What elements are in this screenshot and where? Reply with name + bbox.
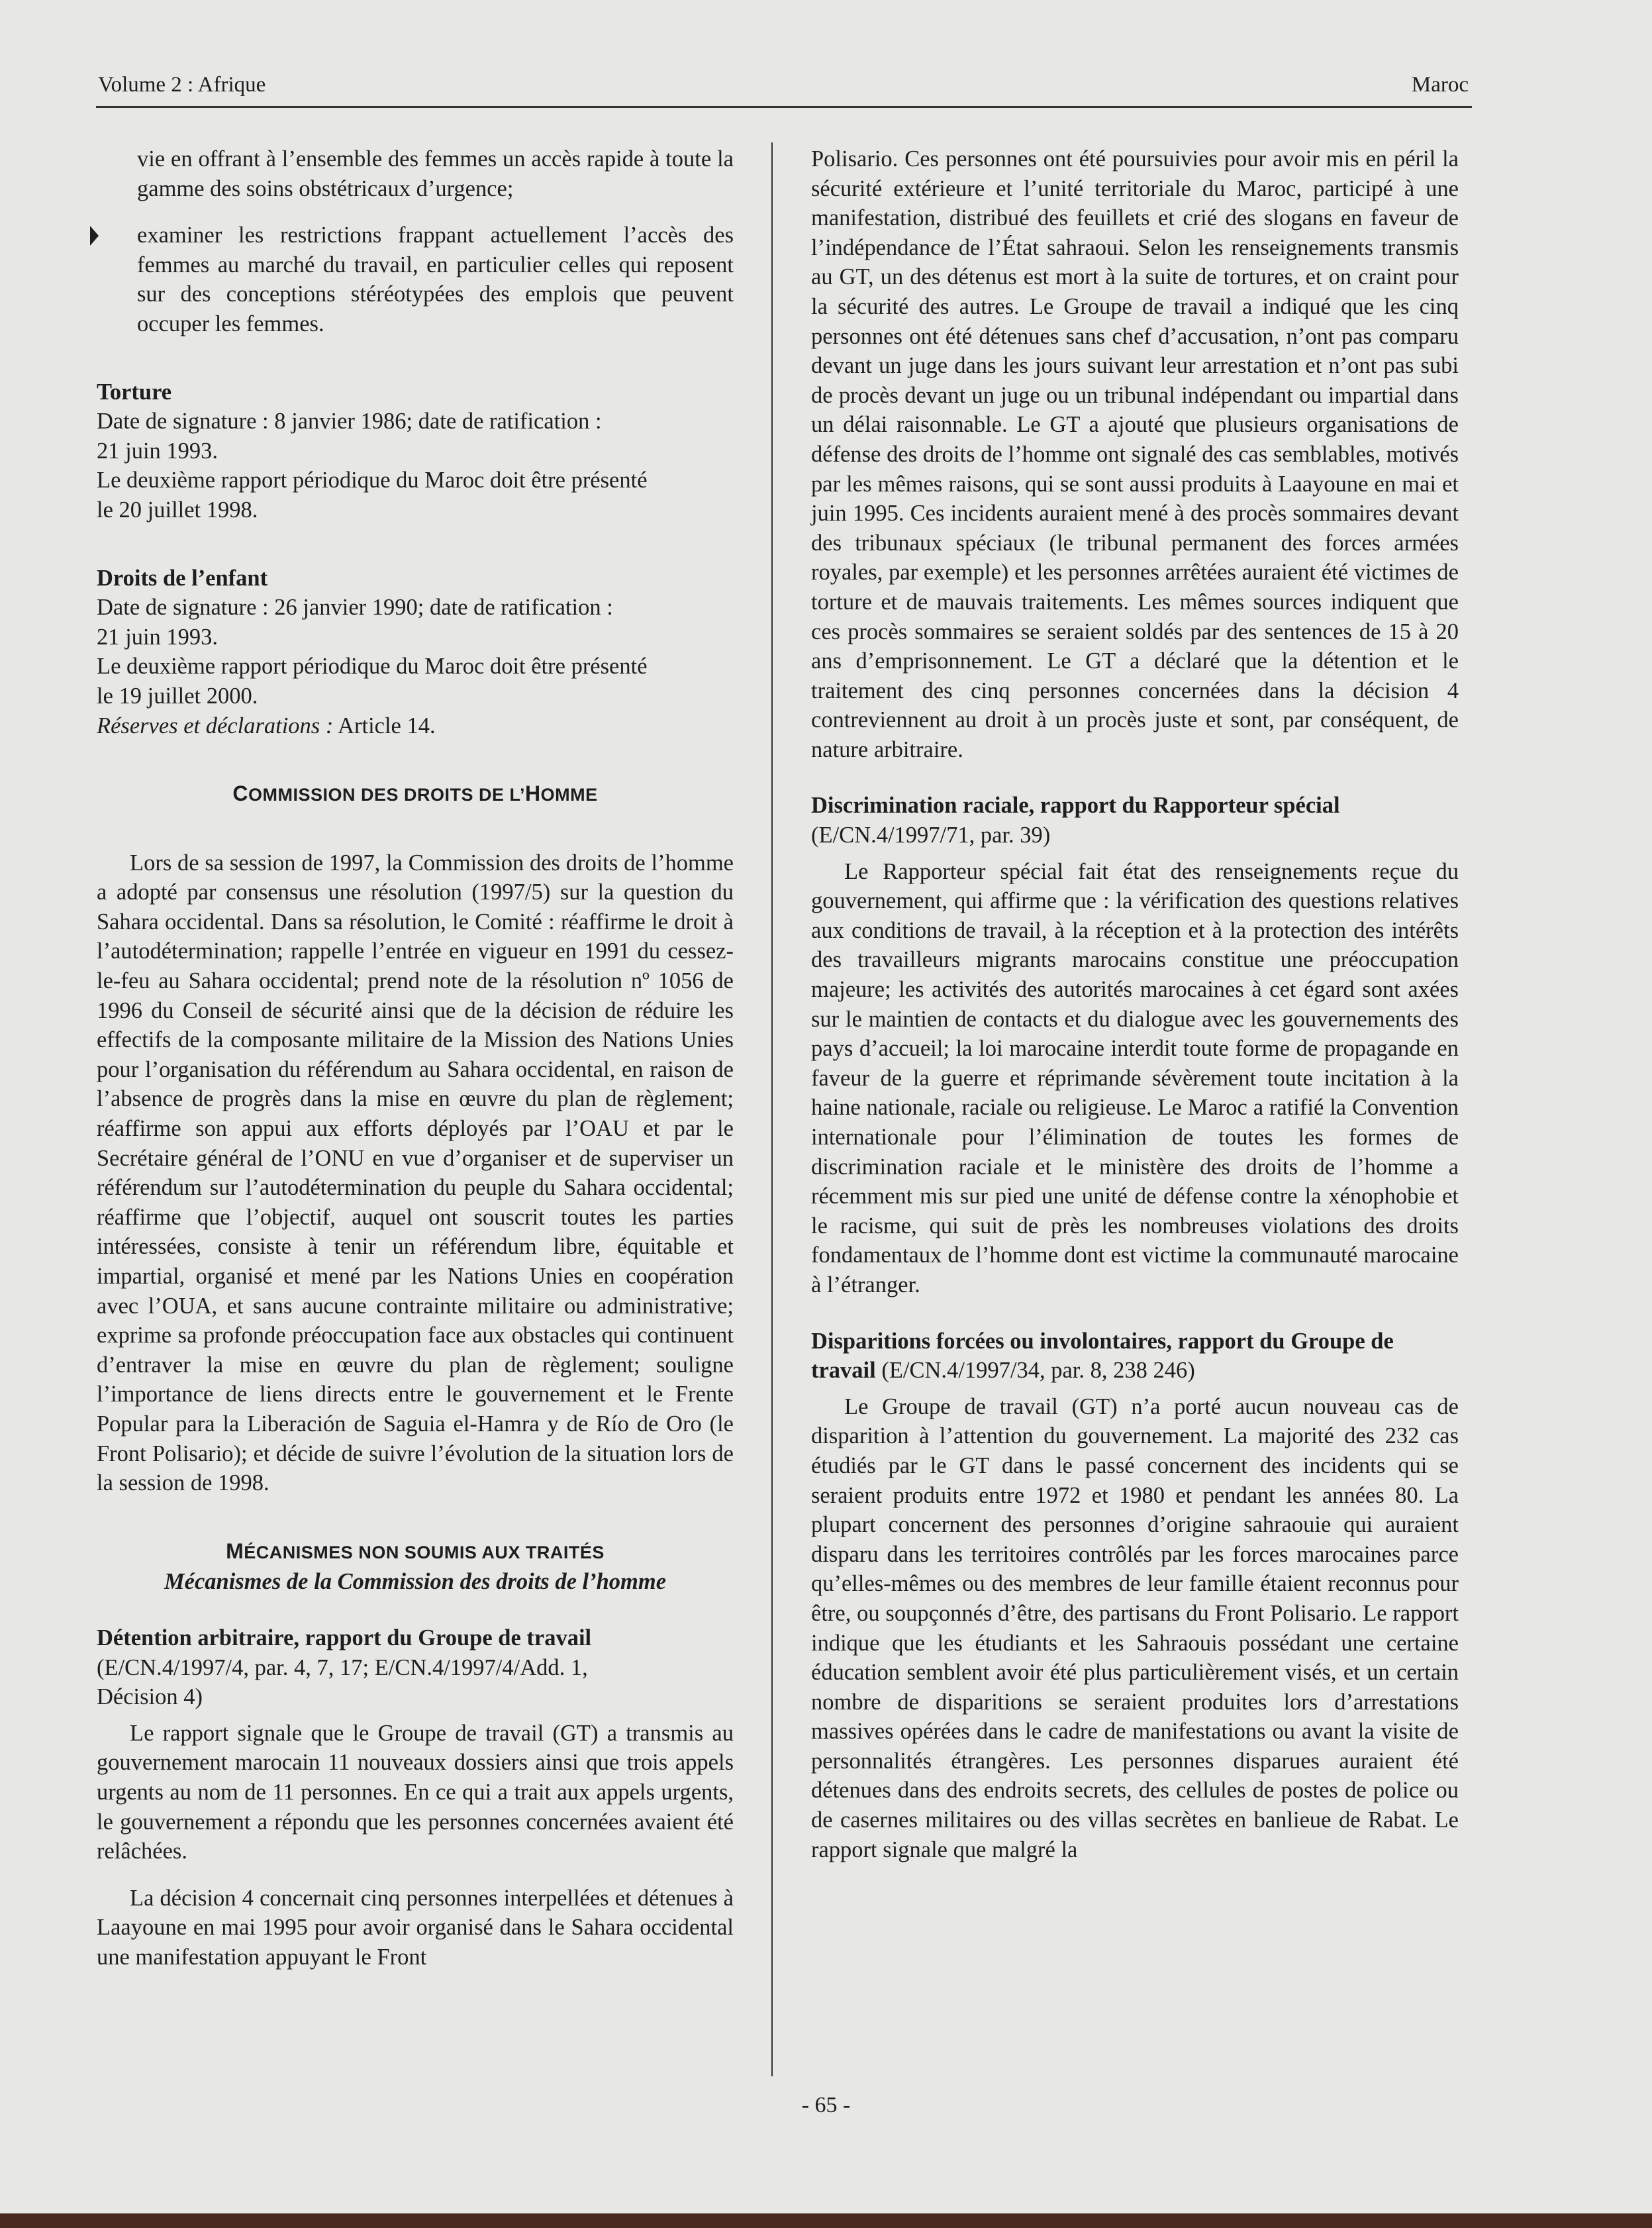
mecanismes-subheading: Mécanismes de la Commission des droits de l’homme [164,1569,667,1595]
discrim-heading: Discrimination raciale, rapport du Rapporteur spécial [811,793,1340,819]
bullet-text: examiner les restrictions frappant actuellement l’accès des femmes au marché du travail, en particulier celles qui reposent sur des conceptions stéréotypées des emplois que peuvent occuper les femmes. [137,223,734,336]
enfant-line: Le deuxième rapport périodique du Maroc doit être présenté [97,654,648,680]
mecanismes-section-heading: MÉCANISMES NON SOUMIS AUX TRAITÉS [226,1539,605,1563]
dispar-paragraph: Le Groupe de travail (GT) n’a porté aucun nouveau cas de disparition à l’attention du gouvernement. La majorité des 232 cas étudiés par le GT dans le passé concernent des incidents qui se seraient produits entre 1972 et 1980 et pendant les années 80. La plupart concernent des personnes d’origine sahraouie qui auraient disparu dans les territoires contrôlés par les forces marocaines parce qu’elles-mêmes ou des membres de leur famille étaient reconnus pour être, ou soupçonnés d’être, des partisans du Front Polisario. Le rapport indique que les étudiants et les Sahraouis possédant une certaine éducation semblent avoir été plus particulièrement visés, et un certain nombre de disparitions se seraient produites lors d’arrestations massives opérées dans le cadre de manifestations ou avant la visite de personnalités étrangères. Les personnes disparues auraient été détenues dans des endroits secrets, des cellules de postes de police ou de casernes militaires ou des villas secrètes en banlieue de Rabat. Le rapport signale que malgré la [811,1393,1459,1862]
enfant-line: 21 juin 1993. [97,624,219,650]
detention-continuation: Polisario. Ces personnes ont été poursuivies pour avoir mis en péril la sécurité extérieure et l’unité territoriale du Maroc, participé à une manifestation, distribué des feuillets et crié des slogans en faveur de l’indépendance de l’État sahraoui. Selon les renseignements transmis au GT, un des détenus est mort à la suite de tortures, et on craint pour la sécurité des autres. Le Groupe de travail a indiqué que les cinq personnes ont été détenues sans chef d’accusation, n’ont pas comparu devant un juge dans les jours suivant leur arrestation et n’ont pas subi de procès devant un juge ou un tribunal indépendant ou impartial dans un délai raisonnable. Le GT a ajouté que plusieurs organisations de défense des droits de l’homme ont signalé des cas semblables, motivés par les mêmes raisons, qui se sont aussi produits à Laayoune en mai et juin 1995. Ces incidents auraient mené à des procès sommaires devant des tribunaux spéciaux (le tribunal permanent des forces armées royales, par exemple) et les personnes arrêtées auraient été victimes de torture et de mauvais traitements. Les mêmes sources indiquent que ces procès sommaires se seraient soldés par des sentences de 15 à 20 ans d’emprisonnement. Le GT a déclaré que la détention et le traitement des cinq personnes concernées dans la décision 4 contreviennent au droit à un procès juste et sont, par conséquent, de nature arbitraire. [811,146,1459,762]
discrim-paragraph: Le Rapporteur spécial fait état des renseignements reçue du gouvernement, qui affirme que : la vérification des questions relatives aux conditions de travail, à la réception et à la protection des intérêts des travailleurs migrants marocains constitue une préoccupation majeure; les activités des autorités marocaines à cet égard sont axées sur le maintien de contacts et du dialogue avec les gouvernements des pays d’accueil; la loi marocaine interdit toute forme de propagande en faveur de la guerre et réprimande sévèrement toute incitation à la haine nationale, raciale ou religieuse. Le Maroc a ratifié la Convention internationale pour l’élimination de toutes les formes de discrimination raciale et le ministère des droits de l’homme a récemment mis sur pied une unité de défense contre la xénophobie et le racisme, qui suit de près les nombreuses violations des droits fondamentaux de l’homme dont est victime la communauté marocaine à l’étranger. [811,858,1459,1297]
dispar-heading: Disparitions forcées ou involontaires, rapport du Groupe de travail (E/CN.4/1997/34, par. 8, 238 246) [811,1328,1394,1384]
torture-line: le 20 juillet 1998. [97,497,258,523]
enfant-line: Date de signature : 26 janvier 1990; date de ratification : [97,595,613,621]
discrim-ref: (E/CN.4/1997/71, par. 39) [811,823,1051,848]
detention-ref: (E/CN.4/1997/4, par. 4, 7, 17; E/CN.4/1997/4/Add. 1, [97,1654,588,1680]
bullet-item [97,221,734,338]
running-header [98,73,1469,102]
reserves-line [97,711,734,741]
commission-section-heading: COMMISSION DES DROITS DE L’HOMME [232,782,598,806]
torture-heading: Torture [97,379,172,405]
torture-line: 21 juin 1993. [97,438,219,464]
page-number: - 65 - [801,2093,851,2117]
commission-paragraph: Lors de sa session de 1997, la Commission des droits de l’homme a adopté par consensus une résolution (1997/5) sur la question du Sahara occidental. Dans sa résolution, le Comité : réaffirme le droit à l’autodétermination; rappelle l’entrée en vigueur en 1991 du cessez-le-feu au Sahara occidental; prend note de la résolution nº 1056 de 1996 du Conseil de sécurité ainsi que de la décision de réduire les effectifs de la composante militaire de la Mission des Nations Unies pour l’organisation du référendum au Sahara occidental, en raison de l’absence de progrès dans la mise en œuvre du plan de règlement; réaffirme son appui aux efforts déployés par l’OAU et par le Secrétaire général de l’ONU en vue d’organiser et de superviser un référendum sur l’autodétermination du peuple du Sahara occidental; réaffirme que l’objectif, auquel ont souscrit toutes les parties intéressées, consiste à tenir un référendum libre, équitable et impartial, organisé et mené par les Nations Unies en coopération avec l’OUA, et sans aucune contrainte militaire ou administrative; exprime sa profonde préoccupation face aux obstacles qui continuent d’entraver la mise en œuvre du plan de règlement; souligne l’importance de liens directs entre le gouvernement et le Frente Popular para la Liberación de Saguia el-Hamra y de Río de Oro (le Front Polisario); et décide de suivre l’évolution de la situation lors de la session de 1998. [97,850,734,1496]
enfant-line: le 19 juillet 2000. [97,683,258,709]
volume-label: Volume 2 : Afrique [98,73,266,97]
torture-line: Date de signature : 8 janvier 1986; date de ratification : [97,409,602,434]
column-divider [771,142,773,2076]
reserves-label: Réserves et déclarations : [97,713,334,738]
detention-paragraph: Le rapport signale que le Groupe de travail (GT) a transmis au gouvernement marocain 11 nouveaux dossiers ainsi que trois appels urgents au nom de 11 personnes. En ce qui a trait aux appels urgents, le gouvernement a répondu que les personnes concernées avaient été relâchées. [97,1720,734,1864]
reserves-value: Article 14. [333,713,436,738]
bullet-arrow-icon [90,226,99,246]
enfant-heading: Droits de l’enfant [97,565,268,591]
country-label: Maroc [1411,73,1469,97]
torture-line: Le deuxième rapport périodique du Maroc doit être présenté [97,468,648,493]
detention-paragraph: La décision 4 concernait cinq personnes interpellées et détenues à Laayoune en mai 1995 pour avoir organisé dans le Sahara occidental une manifestation appuyant le Front [97,1885,734,1970]
right-column [811,144,1459,1864]
detention-ref: Décision 4) [97,1684,203,1710]
bullet-continuation: vie en offrant à l’ensemble des femmes un accès rapide à toute la gamme des soins obstétricaux d’urgence; [137,146,734,201]
scan-edge [0,2213,1652,2228]
header-rule [96,106,1472,108]
left-column [97,144,734,1972]
detention-heading: Détention arbitraire, rapport du Groupe de travail [97,1625,592,1650]
